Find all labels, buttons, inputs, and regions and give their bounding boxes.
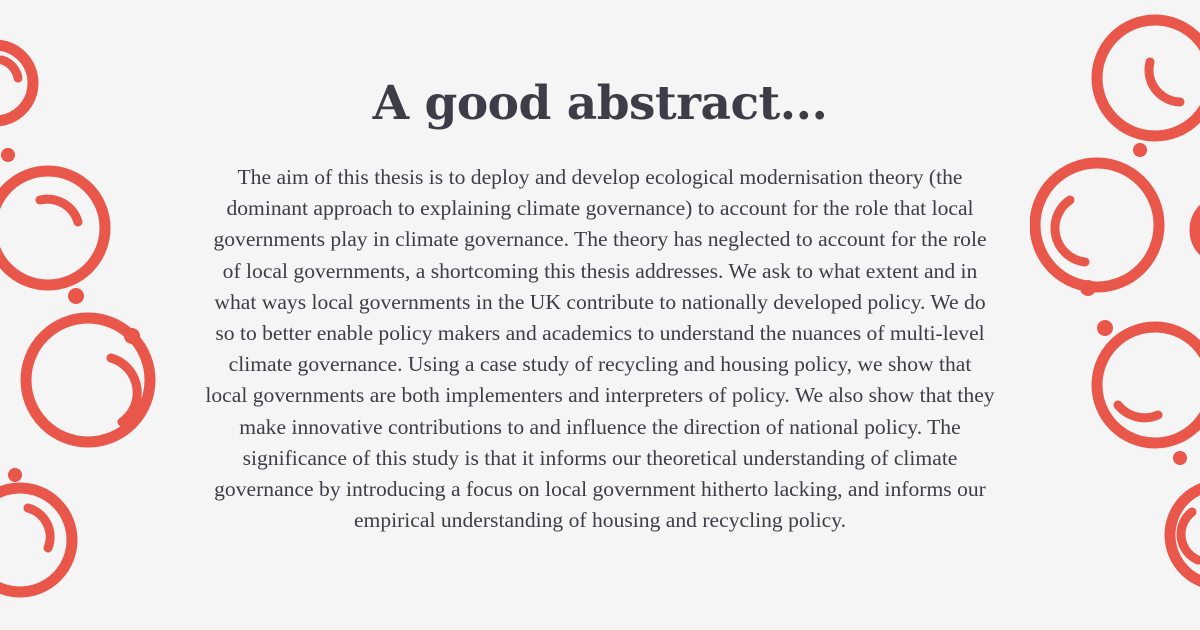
- bubble-link-dot: [1, 148, 15, 162]
- abstract-card: [190, 72, 1010, 536]
- bubble-highlight: [40, 199, 78, 222]
- bubble-highlight: [1181, 512, 1198, 560]
- bubble-highlight: [111, 358, 137, 422]
- bubble-ring: [0, 488, 72, 592]
- bubble-link-dot: [124, 328, 140, 344]
- bubble-link-dot: [1133, 143, 1147, 157]
- bubble-ring: [1097, 327, 1200, 443]
- bubble-link-dot: [1080, 280, 1096, 296]
- right-bubble-chain-icon: [1030, 0, 1200, 630]
- bubble-link-dot: [8, 468, 22, 482]
- bubble-highlight: [1118, 405, 1158, 418]
- bubble-ring: [1195, 200, 1200, 260]
- bubble-ring: [0, 171, 105, 285]
- bubble-highlight: [28, 508, 50, 548]
- abstract-paragraph: The aim of this thesis is to deploy and develop ecological modernisation theory (the dominant approach to explaining climate governance) to account for the role that local governments play in climate governance. The theory has neglected to account for the role of local governments, a shortcoming this thesis addresses. We ask to what extent and in what ways local governments in the UK contribute to nationally developed policy. We do so to better enable policy makers and academics to understand the nuances of multi-level climate governance. Using a case study of recycling and housing policy, we show that local governments are both implementers and interpreters of policy. We also show that they make innovative contributions to and influence the direction of national policy. The significance of this study is that it informs our theoretical understanding of climate governance by introducing a focus on local government hitherto lacking, and informs our empirical understanding of housing and recycling policy.: [205, 165, 995, 533]
- bubble-link-dot: [68, 288, 84, 304]
- bubble-highlight: [2, 60, 18, 78]
- bubble-highlight: [1055, 200, 1085, 262]
- page-title: A good abstract...: [372, 76, 828, 131]
- bubble-link-dot: [1097, 320, 1113, 336]
- left-bubble-chain-icon: [0, 0, 170, 630]
- bubble-link-dot: [1173, 451, 1187, 465]
- bubble-highlight: [1149, 62, 1180, 102]
